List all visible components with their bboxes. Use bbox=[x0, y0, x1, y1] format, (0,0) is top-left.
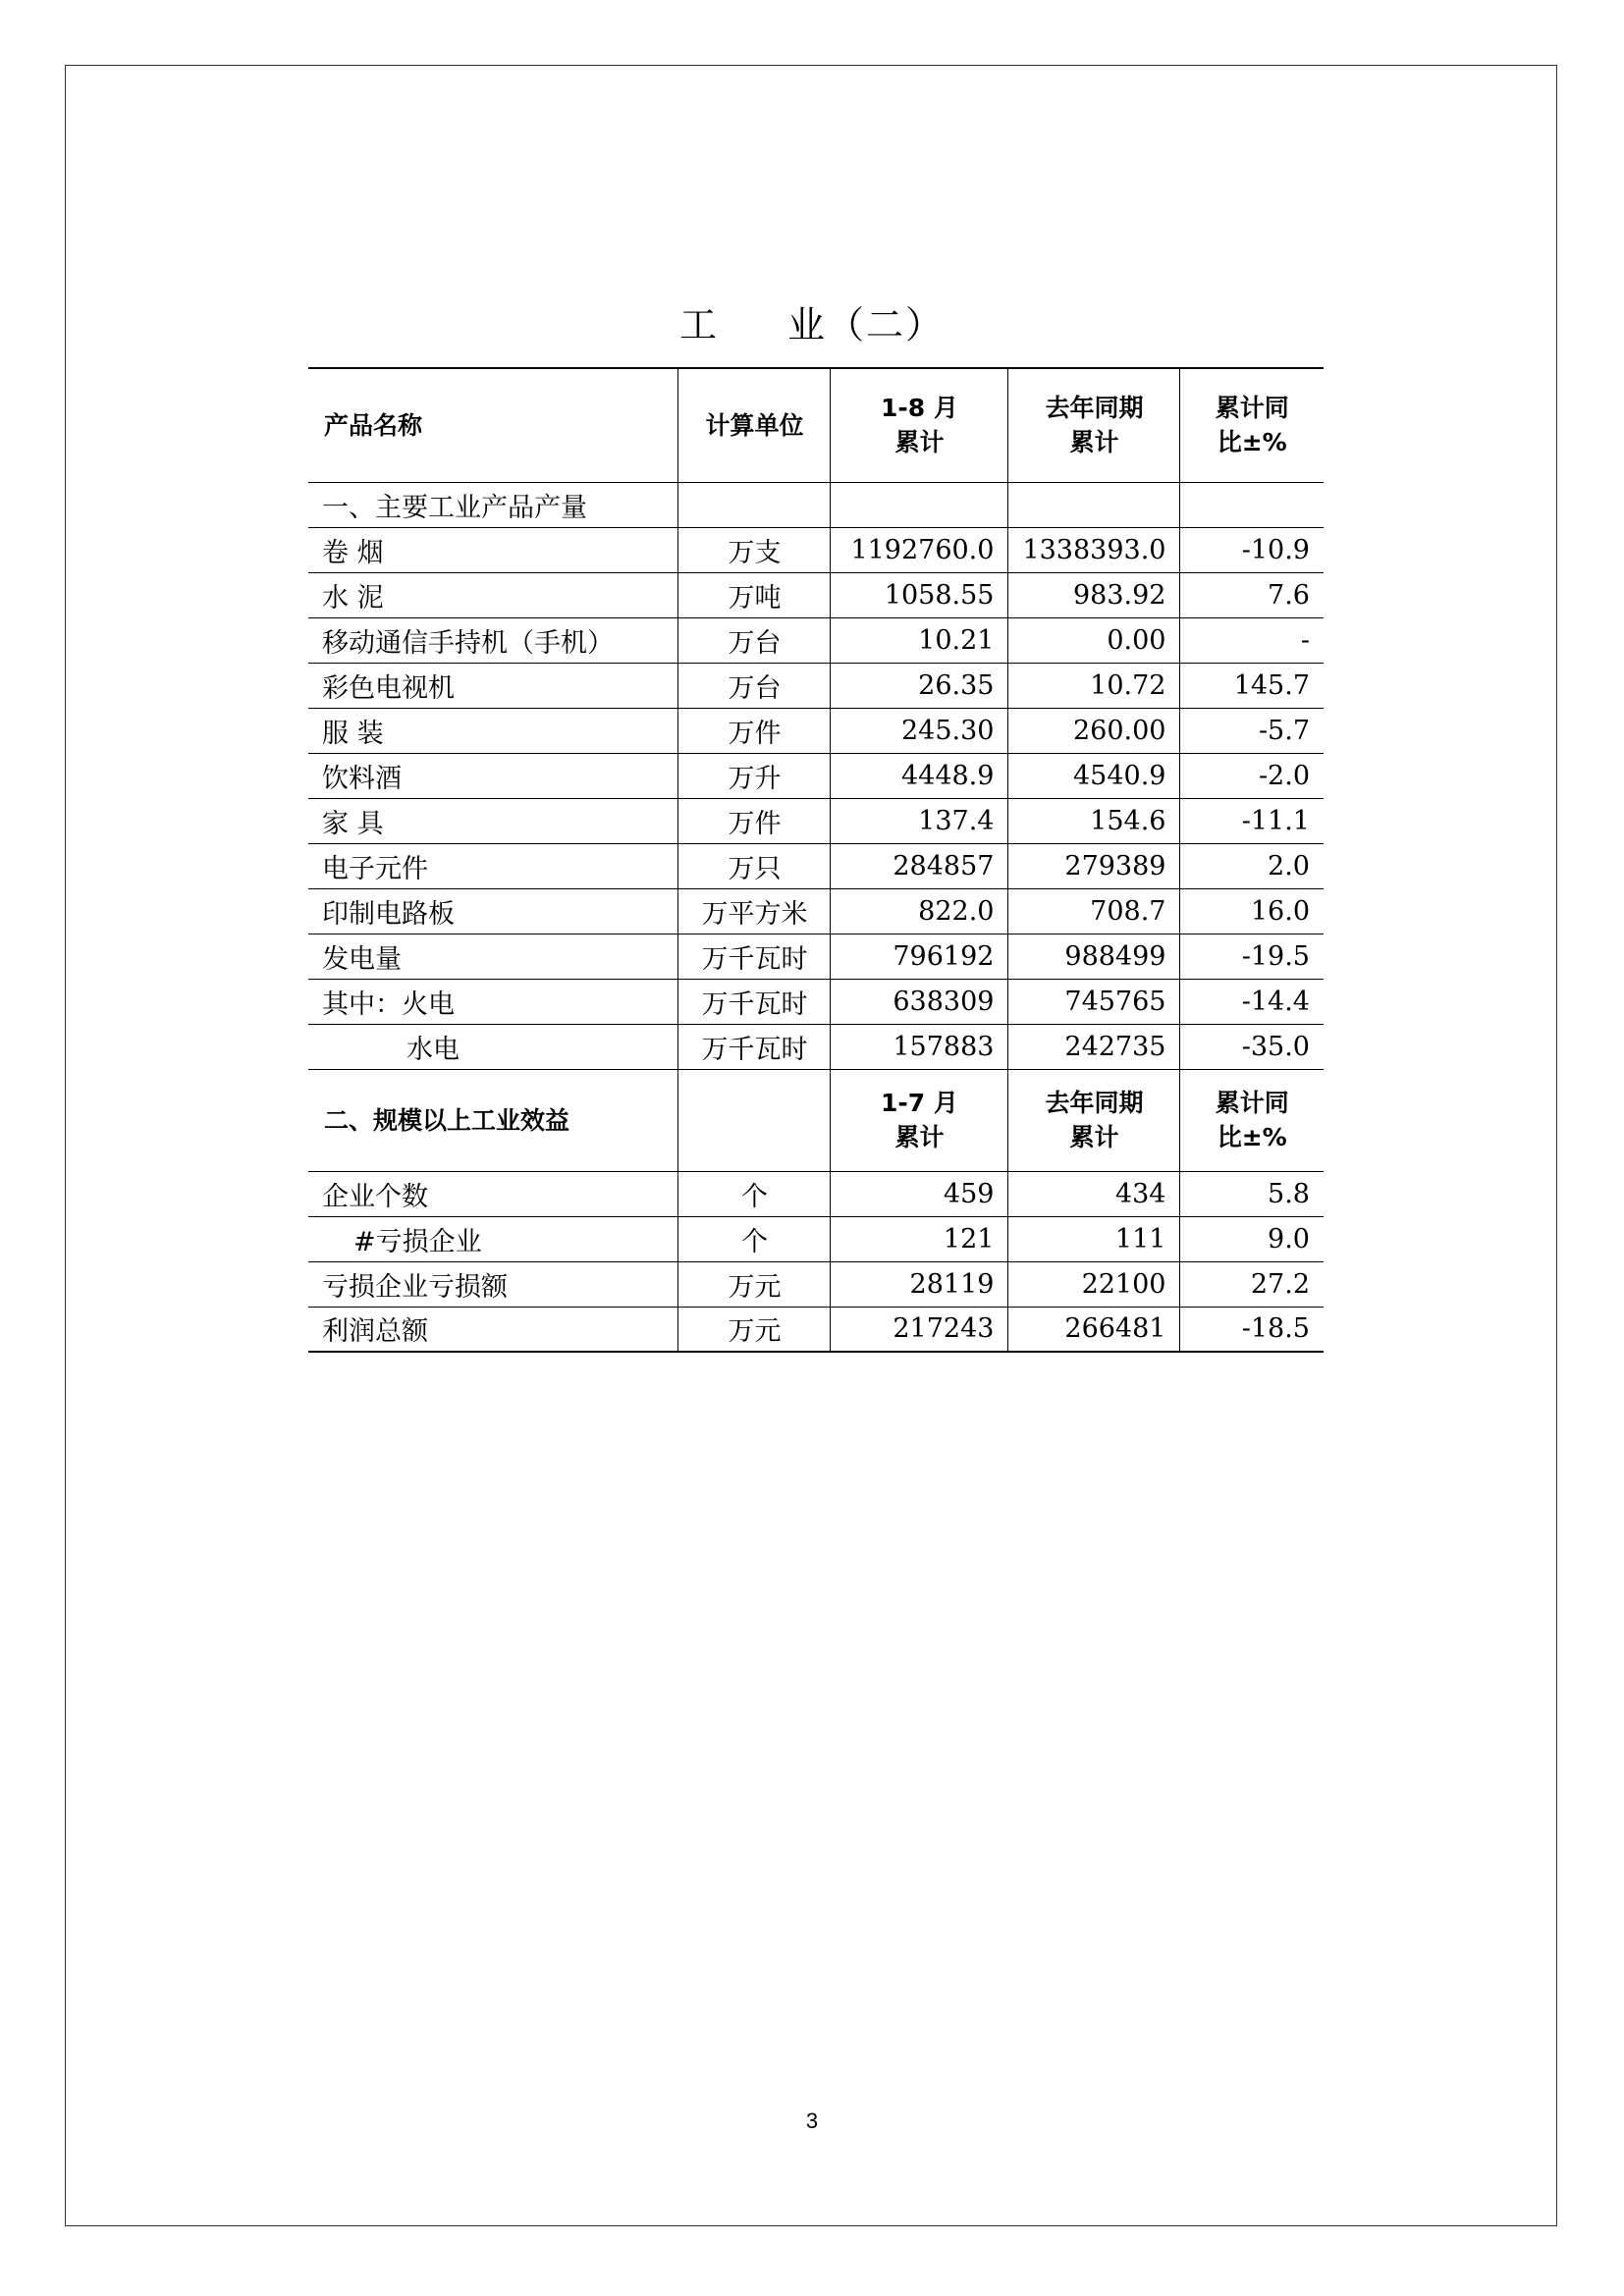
product-name: 电子元件 bbox=[308, 843, 678, 888]
change-value: 2.0 bbox=[1180, 843, 1324, 888]
current-value: 26.35 bbox=[831, 663, 1008, 708]
current-value: 638309 bbox=[831, 979, 1008, 1024]
item-unit: 万元 bbox=[678, 1307, 831, 1352]
title-right: 业（二） bbox=[787, 303, 946, 347]
table-row bbox=[308, 798, 1324, 843]
product-name: 印制电路板 bbox=[308, 888, 678, 934]
previous-value: 22100 bbox=[1008, 1261, 1180, 1307]
current-value: 1058.55 bbox=[831, 572, 1008, 617]
previous-value: 266481 bbox=[1008, 1307, 1180, 1352]
table-row bbox=[308, 1261, 1324, 1307]
header-current: 1-7 月 累计 bbox=[831, 1069, 1008, 1171]
previous-value: 4540.9 bbox=[1008, 753, 1180, 798]
item-name: #亏损企业 bbox=[308, 1216, 678, 1261]
previous-value: 745765 bbox=[1008, 979, 1180, 1024]
header-change: 累计同 比±% bbox=[1180, 368, 1324, 482]
current-value: 459 bbox=[831, 1171, 1008, 1216]
product-unit: 万台 bbox=[678, 617, 831, 663]
previous-value: 154.6 bbox=[1008, 798, 1180, 843]
product-name: 彩色电视机 bbox=[308, 663, 678, 708]
table-row bbox=[308, 1171, 1324, 1216]
product-unit: 万平方米 bbox=[678, 888, 831, 934]
change-value: -35.0 bbox=[1180, 1024, 1324, 1069]
previous-value: 279389 bbox=[1008, 843, 1180, 888]
change-value: 145.7 bbox=[1180, 663, 1324, 708]
header-change: 累计同 比±% bbox=[1180, 1069, 1324, 1171]
change-value: -5.7 bbox=[1180, 708, 1324, 753]
table-row bbox=[308, 843, 1324, 888]
table-row bbox=[308, 934, 1324, 979]
product-name: 水电 bbox=[308, 1024, 678, 1069]
item-name: 亏损企业亏损额 bbox=[308, 1261, 678, 1307]
current-value: 137.4 bbox=[831, 798, 1008, 843]
product-unit: 万吨 bbox=[678, 572, 831, 617]
change-value: -19.5 bbox=[1180, 934, 1324, 979]
product-unit: 万千瓦时 bbox=[678, 979, 831, 1024]
current-value: 217243 bbox=[831, 1307, 1008, 1352]
current-value: 10.21 bbox=[831, 617, 1008, 663]
product-unit: 万升 bbox=[678, 753, 831, 798]
title-left: 工 bbox=[678, 303, 719, 347]
product-unit: 万件 bbox=[678, 798, 831, 843]
item-unit: 万元 bbox=[678, 1261, 831, 1307]
table-row bbox=[308, 753, 1324, 798]
change-value: -18.5 bbox=[1180, 1307, 1324, 1352]
previous-value: 708.7 bbox=[1008, 888, 1180, 934]
section-header-row-benefits bbox=[308, 1069, 1324, 1171]
change-value: 16.0 bbox=[1180, 888, 1324, 934]
product-name: 水 泥 bbox=[308, 572, 678, 617]
current-value: 245.30 bbox=[831, 708, 1008, 753]
change-value: -10.9 bbox=[1180, 527, 1324, 572]
table-row bbox=[308, 708, 1324, 753]
item-unit: 个 bbox=[678, 1171, 831, 1216]
current-value: 284857 bbox=[831, 843, 1008, 888]
section-label: 一、主要工业产品产量 bbox=[308, 482, 678, 527]
previous-value: 0.00 bbox=[1008, 617, 1180, 663]
item-name: 企业个数 bbox=[308, 1171, 678, 1216]
table-row bbox=[308, 1216, 1324, 1261]
product-unit: 万千瓦时 bbox=[678, 934, 831, 979]
previous-value: 434 bbox=[1008, 1171, 1180, 1216]
table-row bbox=[308, 888, 1324, 934]
change-value: 7.6 bbox=[1180, 572, 1324, 617]
table-row bbox=[308, 979, 1324, 1024]
product-name: 移动通信手持机（手机） bbox=[308, 617, 678, 663]
change-value: -11.1 bbox=[1180, 798, 1324, 843]
change-value: 5.8 bbox=[1180, 1171, 1324, 1216]
current-value: 28119 bbox=[831, 1261, 1008, 1307]
header-product-name: 产品名称 bbox=[308, 368, 678, 482]
table-row bbox=[308, 527, 1324, 572]
table-header-row bbox=[308, 368, 1324, 482]
header-current: 1-8 月 累计 bbox=[831, 368, 1008, 482]
previous-value: 988499 bbox=[1008, 934, 1180, 979]
header-previous: 去年同期 累计 bbox=[1008, 1069, 1180, 1171]
current-value: 157883 bbox=[831, 1024, 1008, 1069]
product-name: 卷 烟 bbox=[308, 527, 678, 572]
table-row bbox=[308, 617, 1324, 663]
product-unit: 万件 bbox=[678, 708, 831, 753]
current-value: 796192 bbox=[831, 934, 1008, 979]
table-row bbox=[308, 1024, 1324, 1069]
page-title bbox=[0, 294, 1624, 348]
current-value: 1192760.0 bbox=[831, 527, 1008, 572]
product-name: 发电量 bbox=[308, 934, 678, 979]
change-value: 27.2 bbox=[1180, 1261, 1324, 1307]
change-value: 9.0 bbox=[1180, 1216, 1324, 1261]
previous-value: 1338393.0 bbox=[1008, 527, 1180, 572]
previous-value: 983.92 bbox=[1008, 572, 1180, 617]
current-value: 121 bbox=[831, 1216, 1008, 1261]
item-name: 利润总额 bbox=[308, 1307, 678, 1352]
product-name: 家 具 bbox=[308, 798, 678, 843]
table-row bbox=[308, 663, 1324, 708]
page-number: 3 bbox=[805, 2109, 819, 2133]
table-row bbox=[308, 1307, 1324, 1352]
product-unit: 万台 bbox=[678, 663, 831, 708]
change-value: -14.4 bbox=[1180, 979, 1324, 1024]
product-unit: 万支 bbox=[678, 527, 831, 572]
previous-value: 10.72 bbox=[1008, 663, 1180, 708]
previous-value: 242735 bbox=[1008, 1024, 1180, 1069]
header-unit: 计算单位 bbox=[678, 368, 831, 482]
change-value: - bbox=[1180, 617, 1324, 663]
industry-table bbox=[308, 367, 1324, 1353]
table-row bbox=[308, 572, 1324, 617]
header-previous: 去年同期 累计 bbox=[1008, 368, 1180, 482]
item-unit: 个 bbox=[678, 1216, 831, 1261]
product-name: 服 装 bbox=[308, 708, 678, 753]
section-label: 二、规模以上工业效益 bbox=[308, 1069, 678, 1171]
product-unit: 万千瓦时 bbox=[678, 1024, 831, 1069]
current-value: 822.0 bbox=[831, 888, 1008, 934]
product-name: 饮料酒 bbox=[308, 753, 678, 798]
previous-value: 260.00 bbox=[1008, 708, 1180, 753]
product-name: 其中：火电 bbox=[308, 979, 678, 1024]
previous-value: 111 bbox=[1008, 1216, 1180, 1261]
product-unit: 万只 bbox=[678, 843, 831, 888]
current-value: 4448.9 bbox=[831, 753, 1008, 798]
section-row-products bbox=[308, 482, 1324, 527]
change-value: -2.0 bbox=[1180, 753, 1324, 798]
